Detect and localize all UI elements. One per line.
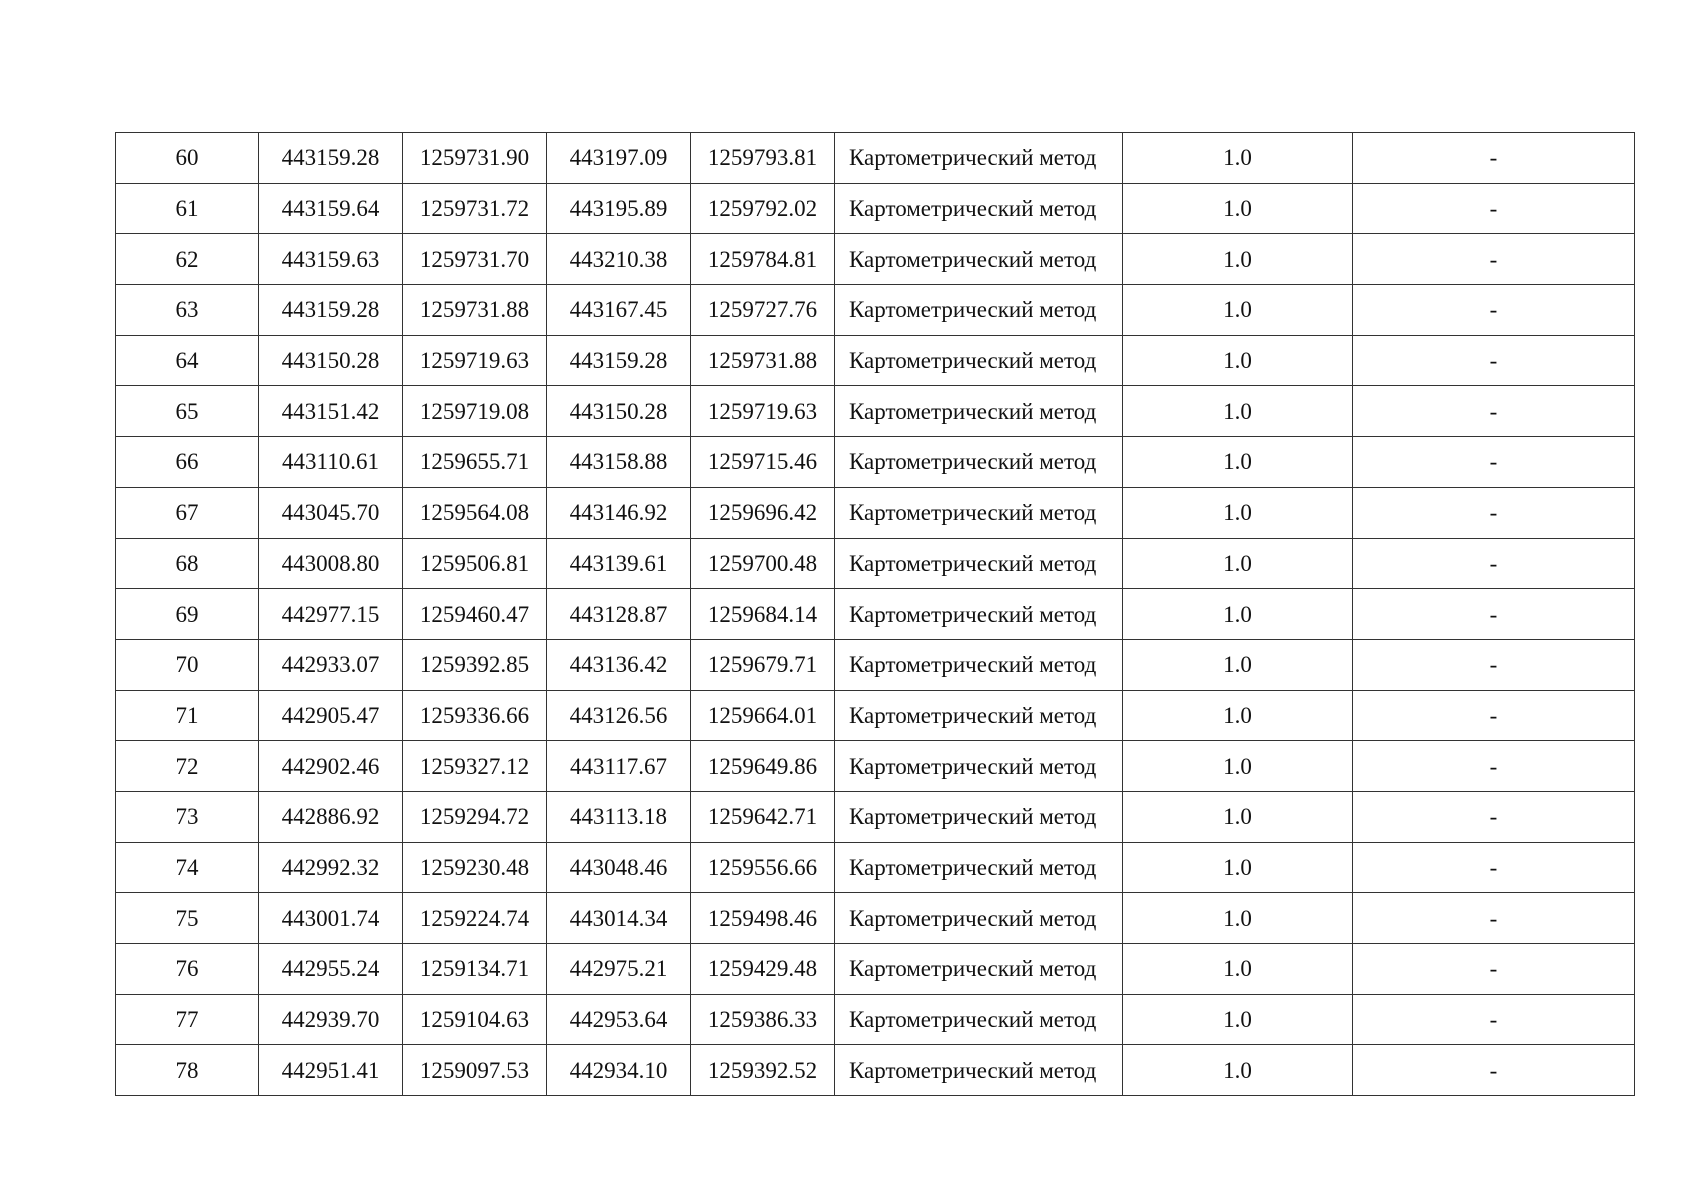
point-number-cell: 78	[116, 1045, 259, 1096]
accuracy-cell: 1.0	[1123, 1045, 1353, 1096]
x-coordinate-alt-cell: 443117.67	[547, 741, 691, 792]
y-coordinate-alt-cell: 1259792.02	[691, 183, 835, 234]
x-coordinate-cell: 443159.28	[259, 285, 403, 336]
x-coordinate-alt-cell: 443048.46	[547, 842, 691, 893]
y-coordinate-alt-cell: 1259793.81	[691, 133, 835, 184]
y-coordinate-cell: 1259731.72	[403, 183, 547, 234]
method-cell: Картометрический метод	[835, 183, 1123, 234]
y-coordinate-alt-cell: 1259498.46	[691, 893, 835, 944]
y-coordinate-cell: 1259104.63	[403, 994, 547, 1045]
x-coordinate-cell: 442886.92	[259, 791, 403, 842]
accuracy-cell: 1.0	[1123, 437, 1353, 488]
y-coordinate-cell: 1259294.72	[403, 791, 547, 842]
y-coordinate-cell: 1259731.70	[403, 234, 547, 285]
x-coordinate-alt-cell: 443139.61	[547, 538, 691, 589]
note-cell: -	[1353, 133, 1635, 184]
note-cell: -	[1353, 842, 1635, 893]
accuracy-cell: 1.0	[1123, 944, 1353, 995]
x-coordinate-cell: 443151.42	[259, 386, 403, 437]
note-cell: -	[1353, 335, 1635, 386]
point-number-cell: 60	[116, 133, 259, 184]
table-row	[116, 893, 1635, 944]
accuracy-cell: 1.0	[1123, 589, 1353, 640]
table-body	[116, 133, 1635, 1096]
y-coordinate-cell: 1259564.08	[403, 487, 547, 538]
x-coordinate-cell: 442951.41	[259, 1045, 403, 1096]
note-cell: -	[1353, 386, 1635, 437]
note-cell: -	[1353, 791, 1635, 842]
method-cell: Картометрический метод	[835, 1045, 1123, 1096]
accuracy-cell: 1.0	[1123, 183, 1353, 234]
x-coordinate-alt-cell: 443158.88	[547, 437, 691, 488]
accuracy-cell: 1.0	[1123, 538, 1353, 589]
note-cell: -	[1353, 994, 1635, 1045]
note-cell: -	[1353, 437, 1635, 488]
method-cell: Картометрический метод	[835, 589, 1123, 640]
table-row	[116, 183, 1635, 234]
table-row	[116, 133, 1635, 184]
table-row	[116, 994, 1635, 1045]
y-coordinate-cell: 1259731.90	[403, 133, 547, 184]
table-row	[116, 538, 1635, 589]
x-coordinate-cell: 443159.63	[259, 234, 403, 285]
table-row	[116, 741, 1635, 792]
table-row	[116, 791, 1635, 842]
x-coordinate-cell: 443008.80	[259, 538, 403, 589]
x-coordinate-cell: 443110.61	[259, 437, 403, 488]
note-cell: -	[1353, 639, 1635, 690]
accuracy-cell: 1.0	[1123, 386, 1353, 437]
accuracy-cell: 1.0	[1123, 285, 1353, 336]
accuracy-cell: 1.0	[1123, 842, 1353, 893]
y-coordinate-cell: 1259719.63	[403, 335, 547, 386]
note-cell: -	[1353, 183, 1635, 234]
method-cell: Картометрический метод	[835, 842, 1123, 893]
coordinates-table	[115, 132, 1635, 1096]
method-cell: Картометрический метод	[835, 234, 1123, 285]
point-number-cell: 72	[116, 741, 259, 792]
method-cell: Картометрический метод	[835, 639, 1123, 690]
x-coordinate-cell: 442992.32	[259, 842, 403, 893]
x-coordinate-cell: 442902.46	[259, 741, 403, 792]
x-coordinate-alt-cell: 443146.92	[547, 487, 691, 538]
y-coordinate-cell: 1259224.74	[403, 893, 547, 944]
point-number-cell: 75	[116, 893, 259, 944]
y-coordinate-alt-cell: 1259719.63	[691, 386, 835, 437]
y-coordinate-cell: 1259460.47	[403, 589, 547, 640]
table-row	[116, 639, 1635, 690]
point-number-cell: 64	[116, 335, 259, 386]
method-cell: Картометрический метод	[835, 741, 1123, 792]
point-number-cell: 66	[116, 437, 259, 488]
method-cell: Картометрический метод	[835, 335, 1123, 386]
method-cell: Картометрический метод	[835, 944, 1123, 995]
table-row	[116, 487, 1635, 538]
accuracy-cell: 1.0	[1123, 133, 1353, 184]
y-coordinate-cell: 1259719.08	[403, 386, 547, 437]
note-cell: -	[1353, 741, 1635, 792]
point-number-cell: 65	[116, 386, 259, 437]
table-row	[116, 944, 1635, 995]
method-cell: Картометрический метод	[835, 690, 1123, 741]
y-coordinate-cell: 1259506.81	[403, 538, 547, 589]
y-coordinate-alt-cell: 1259392.52	[691, 1045, 835, 1096]
x-coordinate-alt-cell: 443197.09	[547, 133, 691, 184]
table-row	[116, 285, 1635, 336]
x-coordinate-alt-cell: 443159.28	[547, 335, 691, 386]
y-coordinate-alt-cell: 1259696.42	[691, 487, 835, 538]
x-coordinate-cell: 442933.07	[259, 639, 403, 690]
table-row	[116, 842, 1635, 893]
point-number-cell: 77	[116, 994, 259, 1045]
table-row	[116, 690, 1635, 741]
x-coordinate-cell: 443001.74	[259, 893, 403, 944]
table-row	[116, 386, 1635, 437]
point-number-cell: 74	[116, 842, 259, 893]
y-coordinate-cell: 1259392.85	[403, 639, 547, 690]
table-row	[116, 589, 1635, 640]
x-coordinate-alt-cell: 442934.10	[547, 1045, 691, 1096]
x-coordinate-alt-cell: 443014.34	[547, 893, 691, 944]
y-coordinate-alt-cell: 1259727.76	[691, 285, 835, 336]
method-cell: Картометрический метод	[835, 487, 1123, 538]
accuracy-cell: 1.0	[1123, 994, 1353, 1045]
accuracy-cell: 1.0	[1123, 487, 1353, 538]
y-coordinate-alt-cell: 1259649.86	[691, 741, 835, 792]
y-coordinate-alt-cell: 1259684.14	[691, 589, 835, 640]
note-cell: -	[1353, 589, 1635, 640]
y-coordinate-alt-cell: 1259556.66	[691, 842, 835, 893]
point-number-cell: 70	[116, 639, 259, 690]
method-cell: Картометрический метод	[835, 386, 1123, 437]
note-cell: -	[1353, 285, 1635, 336]
y-coordinate-alt-cell: 1259679.71	[691, 639, 835, 690]
y-coordinate-alt-cell: 1259642.71	[691, 791, 835, 842]
method-cell: Картометрический метод	[835, 437, 1123, 488]
method-cell: Картометрический метод	[835, 538, 1123, 589]
note-cell: -	[1353, 944, 1635, 995]
accuracy-cell: 1.0	[1123, 335, 1353, 386]
x-coordinate-alt-cell: 442975.21	[547, 944, 691, 995]
x-coordinate-cell: 442905.47	[259, 690, 403, 741]
method-cell: Картометрический метод	[835, 893, 1123, 944]
table-row	[116, 437, 1635, 488]
y-coordinate-alt-cell: 1259784.81	[691, 234, 835, 285]
y-coordinate-cell: 1259731.88	[403, 285, 547, 336]
point-number-cell: 69	[116, 589, 259, 640]
y-coordinate-cell: 1259327.12	[403, 741, 547, 792]
y-coordinate-cell: 1259655.71	[403, 437, 547, 488]
point-number-cell: 63	[116, 285, 259, 336]
table-row	[116, 1045, 1635, 1096]
y-coordinate-cell: 1259134.71	[403, 944, 547, 995]
accuracy-cell: 1.0	[1123, 893, 1353, 944]
x-coordinate-alt-cell: 443195.89	[547, 183, 691, 234]
method-cell: Картометрический метод	[835, 791, 1123, 842]
y-coordinate-cell: 1259230.48	[403, 842, 547, 893]
method-cell: Картометрический метод	[835, 133, 1123, 184]
accuracy-cell: 1.0	[1123, 234, 1353, 285]
x-coordinate-cell: 443159.28	[259, 133, 403, 184]
x-coordinate-cell: 442977.15	[259, 589, 403, 640]
x-coordinate-cell: 443159.64	[259, 183, 403, 234]
note-cell: -	[1353, 538, 1635, 589]
note-cell: -	[1353, 487, 1635, 538]
y-coordinate-alt-cell: 1259700.48	[691, 538, 835, 589]
x-coordinate-cell: 443045.70	[259, 487, 403, 538]
note-cell: -	[1353, 893, 1635, 944]
y-coordinate-alt-cell: 1259664.01	[691, 690, 835, 741]
point-number-cell: 67	[116, 487, 259, 538]
note-cell: -	[1353, 234, 1635, 285]
method-cell: Картометрический метод	[835, 994, 1123, 1045]
y-coordinate-alt-cell: 1259429.48	[691, 944, 835, 995]
x-coordinate-cell: 443150.28	[259, 335, 403, 386]
accuracy-cell: 1.0	[1123, 639, 1353, 690]
x-coordinate-alt-cell: 442953.64	[547, 994, 691, 1045]
y-coordinate-alt-cell: 1259731.88	[691, 335, 835, 386]
x-coordinate-alt-cell: 443126.56	[547, 690, 691, 741]
note-cell: -	[1353, 1045, 1635, 1096]
point-number-cell: 68	[116, 538, 259, 589]
x-coordinate-alt-cell: 443167.45	[547, 285, 691, 336]
table-row	[116, 335, 1635, 386]
x-coordinate-alt-cell: 443113.18	[547, 791, 691, 842]
point-number-cell: 76	[116, 944, 259, 995]
point-number-cell: 62	[116, 234, 259, 285]
x-coordinate-cell: 442955.24	[259, 944, 403, 995]
note-cell: -	[1353, 690, 1635, 741]
x-coordinate-alt-cell: 443210.38	[547, 234, 691, 285]
y-coordinate-cell: 1259336.66	[403, 690, 547, 741]
y-coordinate-alt-cell: 1259386.33	[691, 994, 835, 1045]
x-coordinate-alt-cell: 443136.42	[547, 639, 691, 690]
point-number-cell: 61	[116, 183, 259, 234]
y-coordinate-alt-cell: 1259715.46	[691, 437, 835, 488]
accuracy-cell: 1.0	[1123, 741, 1353, 792]
accuracy-cell: 1.0	[1123, 690, 1353, 741]
table-row	[116, 234, 1635, 285]
y-coordinate-cell: 1259097.53	[403, 1045, 547, 1096]
point-number-cell: 71	[116, 690, 259, 741]
x-coordinate-alt-cell: 443128.87	[547, 589, 691, 640]
method-cell: Картометрический метод	[835, 285, 1123, 336]
x-coordinate-alt-cell: 443150.28	[547, 386, 691, 437]
point-number-cell: 73	[116, 791, 259, 842]
accuracy-cell: 1.0	[1123, 791, 1353, 842]
x-coordinate-cell: 442939.70	[259, 994, 403, 1045]
